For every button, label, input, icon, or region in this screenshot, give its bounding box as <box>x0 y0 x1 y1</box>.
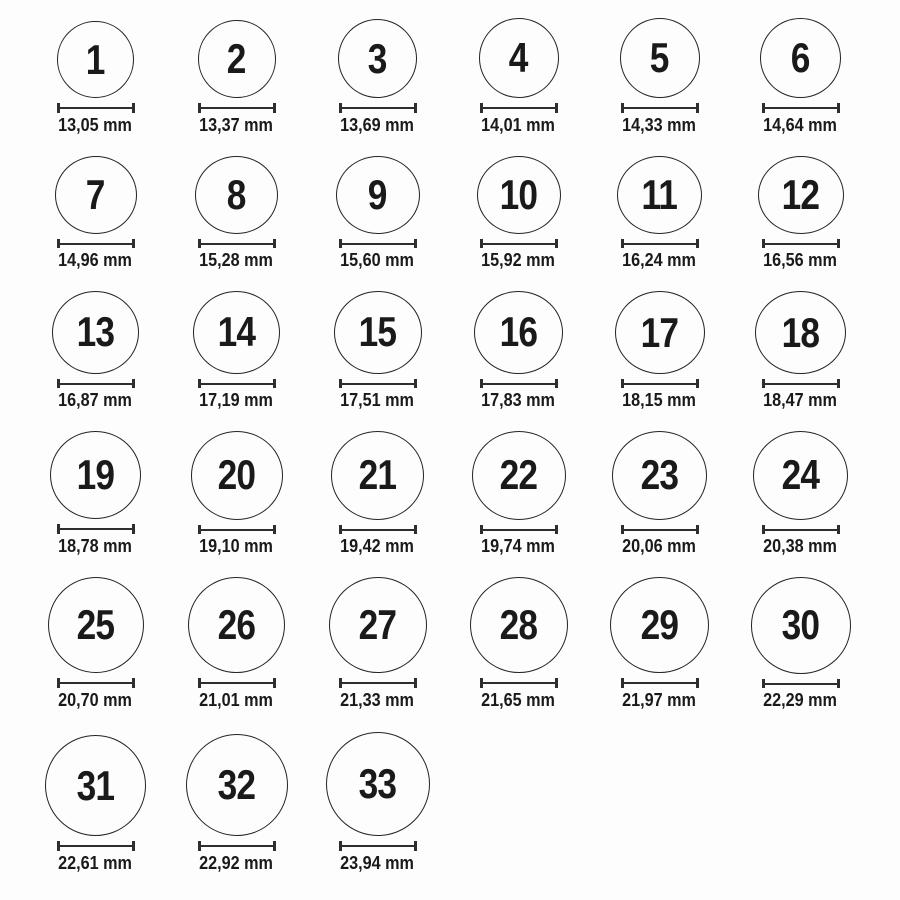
size-circle <box>479 18 559 98</box>
ring-size-cell <box>25 577 166 731</box>
diameter-label: 14,96 mm <box>58 250 133 271</box>
size-number: 14 <box>217 308 256 356</box>
diameter-label: 23,94 mm <box>340 853 415 874</box>
size-number: 9 <box>368 170 387 218</box>
size-circle <box>751 577 851 674</box>
diameter-label: 16,24 mm <box>622 250 697 271</box>
size-circle <box>617 156 702 234</box>
diameter-ruler-icon <box>480 379 558 388</box>
size-number: 12 <box>781 171 820 219</box>
size-circle <box>55 156 137 234</box>
size-number: 17 <box>640 308 679 356</box>
diameter-label: 17,19 mm <box>199 390 274 411</box>
size-number: 22 <box>499 451 538 499</box>
size-circle <box>326 732 430 836</box>
diameter-label: 17,83 mm <box>481 390 556 411</box>
diameter-ruler-icon <box>480 525 558 534</box>
diameter-ruler-icon <box>762 525 840 534</box>
diameter-ruler-icon <box>339 239 417 248</box>
size-circle <box>336 156 420 234</box>
ring-size-cell <box>589 291 730 431</box>
diameter-label: 17,51 mm <box>340 390 415 411</box>
size-circle <box>198 20 276 98</box>
diameter-label: 21,65 mm <box>481 690 556 711</box>
diameter-ruler-icon <box>621 678 699 688</box>
ring-size-cell <box>730 156 871 291</box>
diameter-ruler-icon <box>198 103 276 113</box>
diameter-label: 21,33 mm <box>340 690 415 711</box>
ring-size-cell <box>166 291 307 431</box>
size-circle <box>48 577 144 673</box>
size-circle <box>50 431 141 519</box>
size-circle <box>474 291 563 374</box>
ring-size-cell <box>589 431 730 577</box>
diameter-ruler-icon <box>198 239 276 248</box>
ring-size-cell <box>25 156 166 291</box>
size-number: 24 <box>781 451 820 499</box>
diameter-ruler-icon <box>339 678 417 688</box>
diameter-label: 22,61 mm <box>58 853 133 874</box>
size-circle <box>57 21 134 98</box>
diameter-label: 19,74 mm <box>481 536 556 557</box>
diameter-label: 19,10 mm <box>199 536 274 557</box>
size-number: 20 <box>217 451 256 499</box>
ring-size-cell <box>25 731 166 900</box>
diameter-ruler-icon <box>480 103 558 113</box>
size-circle <box>620 18 700 98</box>
diameter-ruler-icon <box>480 678 558 688</box>
size-circle <box>753 431 848 520</box>
size-number: 18 <box>781 308 820 356</box>
size-circle <box>338 19 417 98</box>
size-circle <box>52 291 139 374</box>
size-number: 25 <box>76 601 115 649</box>
ring-size-cell <box>307 577 448 731</box>
diameter-ruler-icon <box>339 841 417 851</box>
size-circle <box>186 734 288 836</box>
size-number: 13 <box>76 308 115 356</box>
ring-size-cell <box>25 291 166 431</box>
size-number: 31 <box>76 761 115 809</box>
ring-size-cell <box>448 156 589 291</box>
diameter-ruler-icon <box>480 239 558 248</box>
diameter-ruler-icon <box>198 841 276 851</box>
diameter-ruler-icon <box>762 239 840 248</box>
ring-size-cell <box>448 577 589 731</box>
size-number: 2 <box>227 35 246 83</box>
size-circle <box>188 577 285 673</box>
diameter-ruler-icon <box>621 103 699 113</box>
size-number: 27 <box>358 601 397 649</box>
ring-size-cell <box>25 431 166 577</box>
diameter-ruler-icon <box>198 379 276 389</box>
ring-size-cell <box>307 291 448 431</box>
diameter-ruler-icon <box>57 103 135 113</box>
size-circle <box>758 156 844 234</box>
diameter-label: 18,47 mm <box>763 390 838 411</box>
diameter-label: 15,28 mm <box>199 250 274 271</box>
diameter-ruler-icon <box>57 524 135 534</box>
ring-size-cell <box>166 156 307 291</box>
size-number: 30 <box>781 601 820 649</box>
size-number: 28 <box>499 601 538 649</box>
diameter-ruler-icon <box>57 239 135 248</box>
size-circle <box>45 735 146 836</box>
diameter-label: 22,92 mm <box>199 853 274 874</box>
ring-size-cell <box>166 731 307 900</box>
ring-size-cell <box>307 431 448 577</box>
size-number: 4 <box>509 34 528 82</box>
ring-size-cell <box>730 291 871 431</box>
size-number: 32 <box>217 761 256 809</box>
diameter-ruler-icon <box>57 379 135 389</box>
diameter-label: 20,06 mm <box>622 536 697 557</box>
ring-size-cell <box>448 431 589 577</box>
size-circle <box>329 577 427 673</box>
size-number: 7 <box>86 170 105 218</box>
diameter-label: 14,01 mm <box>481 115 556 136</box>
size-number: 33 <box>358 760 397 808</box>
size-circle <box>755 291 846 374</box>
size-circle <box>334 291 422 374</box>
diameter-label: 14,64 mm <box>763 115 838 136</box>
diameter-ruler-icon <box>339 525 417 535</box>
size-circle <box>470 577 568 673</box>
diameter-ruler-icon <box>198 525 276 535</box>
size-circle <box>195 156 278 234</box>
size-number: 6 <box>791 34 810 82</box>
diameter-label: 16,87 mm <box>58 390 133 411</box>
diameter-label: 13,69 mm <box>340 115 415 136</box>
size-number: 16 <box>499 308 538 356</box>
size-number: 8 <box>227 170 246 218</box>
size-circle <box>760 18 841 98</box>
diameter-label: 13,37 mm <box>199 115 274 136</box>
ring-size-cell <box>448 291 589 431</box>
diameter-label: 21,01 mm <box>199 690 274 711</box>
size-number: 26 <box>217 601 256 649</box>
ring-size-cell <box>166 431 307 577</box>
diameter-label: 22,29 mm <box>763 690 838 711</box>
diameter-ruler-icon <box>762 379 840 388</box>
ring-size-cell <box>166 18 307 156</box>
diameter-ruler-icon <box>198 678 276 688</box>
size-number: 21 <box>358 451 397 499</box>
size-circle <box>331 431 424 520</box>
size-number: 15 <box>358 308 397 356</box>
ring-size-cell <box>307 18 448 156</box>
size-number: 3 <box>368 34 387 82</box>
ring-size-cell <box>307 731 448 900</box>
diameter-label: 18,78 mm <box>58 536 133 557</box>
size-number: 1 <box>86 35 105 83</box>
diameter-label: 15,92 mm <box>481 250 556 271</box>
diameter-label: 13,05 mm <box>58 115 133 136</box>
diameter-label: 16,56 mm <box>763 250 838 271</box>
diameter-label: 18,15 mm <box>622 390 697 411</box>
diameter-ruler-icon <box>621 525 699 534</box>
size-circle <box>610 577 709 673</box>
diameter-label: 19,42 mm <box>340 536 415 557</box>
size-circle <box>612 431 707 520</box>
diameter-ruler-icon <box>621 239 699 248</box>
diameter-ruler-icon <box>762 679 840 689</box>
size-number: 29 <box>640 601 679 649</box>
ring-size-cell <box>589 18 730 156</box>
size-circle <box>615 291 705 374</box>
diameter-label: 21,97 mm <box>622 690 697 711</box>
diameter-ruler-icon <box>762 103 840 113</box>
diameter-ruler-icon <box>57 678 135 688</box>
size-circle <box>472 431 566 520</box>
ring-size-cell <box>730 577 871 731</box>
diameter-ruler-icon <box>339 103 417 113</box>
size-number: 10 <box>499 170 538 218</box>
diameter-label: 20,70 mm <box>58 690 133 711</box>
size-number: 5 <box>650 34 669 82</box>
ring-size-cell <box>730 431 871 577</box>
size-circle <box>477 156 561 234</box>
diameter-label: 14,33 mm <box>622 115 697 136</box>
diameter-ruler-icon <box>57 841 135 851</box>
size-number: 23 <box>640 451 679 499</box>
ring-size-cell <box>589 577 730 731</box>
diameter-ruler-icon <box>339 379 417 388</box>
ring-size-cell <box>589 156 730 291</box>
size-circle <box>193 291 280 374</box>
ring-size-cell <box>25 18 166 156</box>
ring-size-cell <box>730 18 871 156</box>
size-number: 19 <box>76 451 115 499</box>
ring-size-cell <box>307 156 448 291</box>
size-number: 11 <box>641 171 678 219</box>
diameter-label: 20,38 mm <box>763 536 838 557</box>
ring-size-cell <box>448 18 589 156</box>
ring-size-cell <box>166 577 307 731</box>
diameter-ruler-icon <box>621 379 699 388</box>
size-circle <box>191 431 283 520</box>
diameter-label: 15,60 mm <box>340 250 415 271</box>
